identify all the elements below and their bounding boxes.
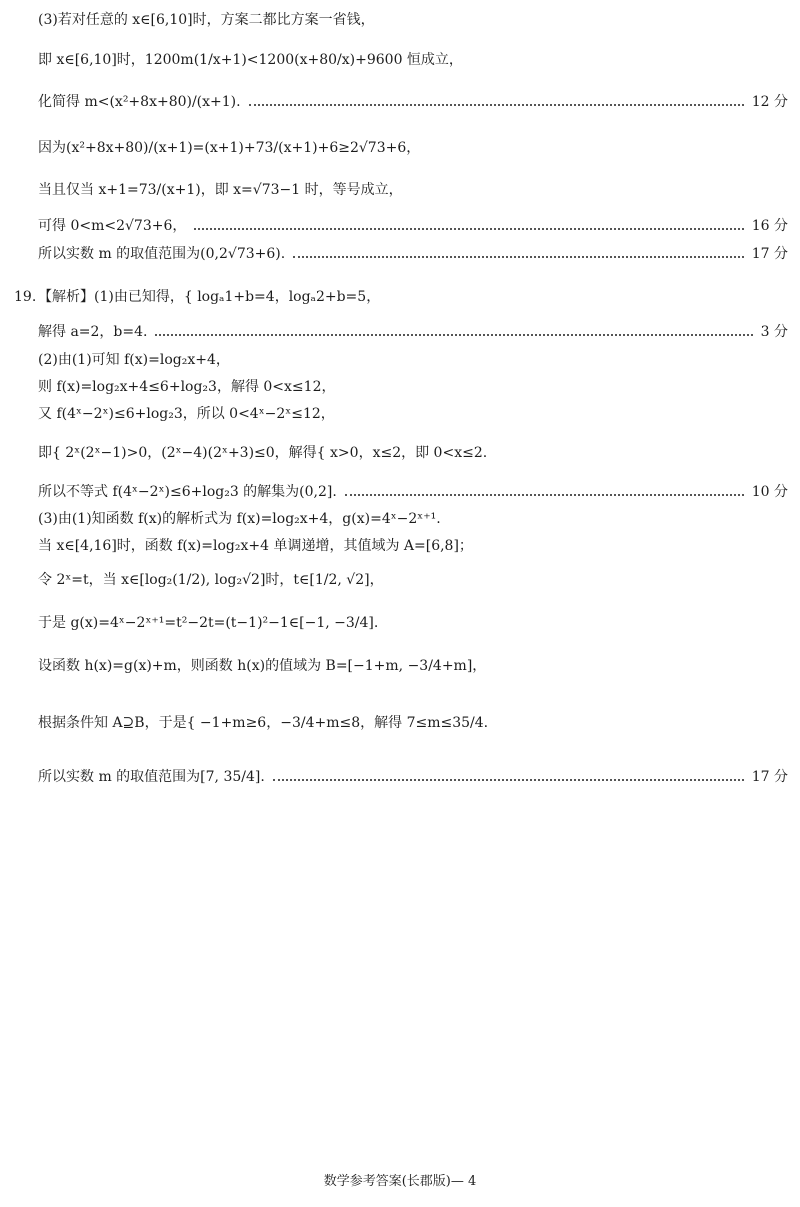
q19-line10: 令 2ˣ=t，当 x∈[log₂(1/2), log₂√2]时，t∈[1/2, √2]，: [38, 572, 384, 588]
dot-leader: [345, 494, 744, 496]
q19-line13: 根据条件知 A⊇B，于是{ −1+m≥6，−3/4+m≤8，解得 7≤m≤35/4.: [38, 715, 489, 731]
line-text: 化简得 m<(x²+8x+80)/(x+1).: [38, 94, 241, 110]
score-mark: 17 分: [751, 246, 788, 262]
q19-line8: (3)由(1)知函数 f(x)的解析式为 f(x)=log₂x+4，g(x)=4ˣ−2ˣ⁺¹.: [38, 511, 441, 527]
score-mark: 3 分: [760, 324, 788, 340]
q18-part3-line1: (3)若对任意的 x∈[6,10]时，方案二都比方案一省钱，: [38, 12, 375, 28]
q19-line2: [38, 322, 788, 342]
q19-line7: [38, 482, 788, 502]
dot-leader: [194, 228, 743, 230]
line-text: 解得 a=2，b=4.: [38, 324, 148, 340]
q19-line14: [38, 767, 788, 787]
q18-part3-line7: [38, 244, 788, 264]
q19-line5: 又 f(4ˣ−2ˣ)≤6+log₂3，所以 0<4ˣ−2ˣ≤12，: [38, 406, 335, 422]
page-footer: 数学参考答案(长郡版)— 4: [323, 1174, 477, 1189]
question-number: 19.: [14, 289, 37, 305]
line-text: 所以实数 m 的取值范围为(0,2√73+6).: [38, 246, 286, 262]
q19-line1: 【解析】(1)由已知得，{ logₐ1+b=4，logₐ2+b=5，: [38, 289, 381, 305]
q18-part3-line2: 即 x∈[6,10]时，1200m(1/x+1)<1200(x+80/x)+9600 恒成立，: [38, 52, 463, 68]
q18-part3-line3: [38, 92, 788, 112]
q18-part3-line6: [38, 216, 788, 236]
score-mark: 10 分: [751, 484, 788, 500]
dot-leader: [273, 779, 744, 781]
q19-line3: (2)由(1)可知 f(x)=log₂x+4，: [38, 352, 230, 368]
score-mark: 17 分: [751, 769, 788, 785]
dot-leader: [293, 256, 744, 258]
q19-line6: 即{ 2ˣ(2ˣ−1)>0，(2ˣ−4)(2ˣ+3)≤0，解得{ x>0，x≤2，即 0<x≤2.: [38, 445, 488, 461]
line-text: 所以实数 m 的取值范围为[7, 35/4].: [38, 769, 265, 785]
score-mark: 12 分: [751, 94, 788, 110]
q19-line11: 于是 g(x)=4ˣ−2ˣ⁺¹=t²−2t=(t−1)²−1∈[−1, −3/4].: [38, 615, 379, 631]
q19-line4: 则 f(x)=log₂x+4≤6+log₂3，解得 0<x≤12，: [38, 379, 336, 395]
score-mark: 16 分: [751, 218, 788, 234]
q18-part3-line5: 当且仅当 x+1=73/(x+1)，即 x=√73−1 时，等号成立，: [38, 182, 403, 198]
q18-part3-line4: 因为(x²+8x+80)/(x+1)=(x+1)+73/(x+1)+6≥2√73+6，: [38, 140, 421, 156]
line-text: 可得 0<m<2√73+6，: [38, 218, 187, 234]
line-text: 所以不等式 f(4ˣ−2ˣ)≤6+log₂3 的解集为(0,2].: [38, 484, 337, 500]
q19-line9: 当 x∈[4,16]时，函数 f(x)=log₂x+4 单调递增，其值域为 A=[6,8]；: [38, 538, 473, 554]
dot-leader: [249, 104, 744, 106]
dot-leader: [155, 334, 752, 336]
q19-line12: 设函数 h(x)=g(x)+m，则函数 h(x)的值域为 B=[−1+m, −3/4+m]，: [38, 658, 487, 674]
